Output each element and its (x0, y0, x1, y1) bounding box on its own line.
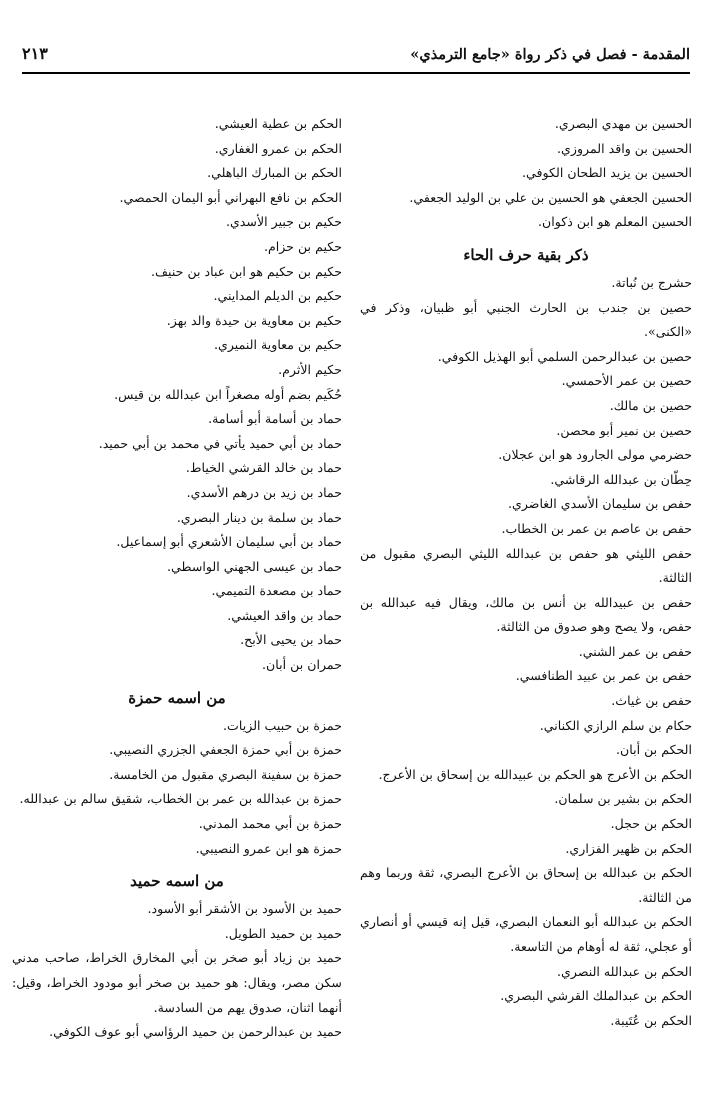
narrator-entry: حمران بن أبان. (262, 657, 342, 673)
narrator-entry: حماد بن أبي حميد يأتي في محمد بن أبي حميد. (98, 435, 342, 451)
narrator-entry: حفص بن عمر بن عبيد الطنافسي. (515, 668, 692, 684)
narrator-entry: الحسين بن واقد المروزي. (557, 140, 692, 156)
narrator-entry: حميد بن الأسود بن الأشقر أبو الأسود. (147, 901, 342, 917)
narrator-entry: حماد بن زيد بن درهم الأسدي. (186, 484, 342, 500)
narrator-entry: حكيم بن حزام. (263, 238, 342, 254)
narrator-entry: الحسين بن مهدي البصري. (554, 116, 692, 131)
section-heading: من اسمه حميد (130, 872, 224, 891)
narrator-entry: الحكم بن عمرو الغفاري. (214, 140, 342, 156)
narrator-entry: حكيم الأثرم. (278, 361, 342, 377)
narrator-entry: حمزة هو ابن عمرو النصيبي. (195, 840, 342, 856)
left-column (12, 112, 342, 1045)
narrator-entry: حماد بن مصعدة التميمي. (211, 583, 342, 599)
narrator-entry: الحكم بن عطية العيشي. (214, 116, 342, 131)
page-header (22, 38, 690, 68)
narrator-entry: حصين بن عبدالرحمن السلمي أبو الهذيل الكوفي. (437, 348, 692, 364)
narrator-entry: الحكم بن عبدالله أبو النعمان البصري، قيل إنه قيسي أو أنصاري أو عجلي، ثقة له أوهام من التاسعة. (360, 914, 692, 954)
narrator-entry: حمزة بن عبدالله بن عمر بن الخطاب، شقيق سالم بن عبدالله. (19, 791, 342, 807)
narrator-entry: حضرمي مولى الجارود هو ابن عجلان. (498, 447, 692, 463)
right-column (360, 112, 692, 1033)
narrator-entry: الحكم بن عبدالله النصري. (557, 963, 692, 979)
narrator-entry: حميد بن حميد الطويل. (224, 925, 342, 941)
narrator-entry: حصين بن نمير أبو محصن. (556, 422, 692, 438)
narrator-entry: الحسين المعلم هو ابن ذكوان. (538, 214, 692, 230)
header-title: المقدمة - فصل في ذكر رواة «جامع الترمذي» (410, 46, 690, 63)
narrator-entry: الحكم بن الأعرج هو الحكم بن عبيدالله بن إسحاق بن الأعرج. (378, 766, 692, 782)
narrator-entry: حماد بن واقد العيشي. (227, 607, 342, 623)
narrator-entry: حماد بن عيسى الجهني الواسطي. (167, 558, 342, 574)
narrator-entry: حمزة بن حبيب الزيات. (223, 717, 342, 733)
narrator-entry: حصين بن عمر الأحمسي. (561, 373, 692, 389)
narrator-entry: حمزة بن أبي حمزة الجعفي الجزري النصيبي. (109, 742, 342, 758)
narrator-entry: الحكم بن عُتَيبة. (610, 1012, 692, 1028)
narrator-entry: الحسين الجعفي هو الحسين بن علي بن الوليد الجعفي. (409, 189, 692, 205)
narrator-entry: حماد بن أبي سليمان الأشعري أبو إسماعيل. (116, 534, 342, 550)
narrator-entry: حكام بن سلم الرازي الكناني. (539, 717, 692, 733)
narrator-entry: حمزة بن أبي محمد المدني. (198, 816, 342, 832)
narrator-entry: حصين بن مالك. (609, 397, 692, 413)
narrator-entry: حفص بن عاصم بن عمر بن الخطاب. (501, 520, 692, 536)
narrator-entry: حكيم بن حكيم هو ابن عباد بن حنيف. (151, 263, 342, 279)
narrator-entry: حماد بن يحيى الأبح. (240, 632, 342, 648)
narrator-entry: الحكم بن حجل. (610, 816, 692, 832)
header-rule (22, 72, 690, 74)
narrator-entry: الحكم بن أبان. (616, 742, 692, 758)
narrator-entry: حماد بن أسامة أبو أسامة. (208, 411, 342, 427)
narrator-entry: حشرج بن نُباتة. (611, 274, 692, 290)
page-number: ٢١٣ (22, 44, 48, 63)
section-heading: ذكر بقية حرف الحاء (463, 245, 589, 264)
narrator-entry: حفص بن غياث. (611, 693, 692, 709)
narrator-entry: حفص بن عمر الشني. (578, 643, 692, 659)
narrator-entry: الحكم بن بشير بن سلمان. (554, 791, 692, 807)
narrator-entry: الحكم بن المبارك الباهلي. (207, 165, 342, 181)
narrator-entry: الحكم بن نافع البهراني أبو اليمان الحمصي. (119, 189, 342, 205)
narrator-entry: حفص بن عبيدالله بن أنس بن مالك، ويقال فيه عبدالله بن حفص، ولا يصح وهو صدوق من الثالثة. (360, 594, 692, 635)
narrator-entry: حكيم بن جبير الأسدي. (225, 214, 342, 230)
narrator-entry: حماد بن خالد القرشي الخياط. (185, 460, 342, 476)
narrator-entry: حميد بن عبدالرحمن بن حميد الرؤاسي أبو عوف الكوفي. (49, 1024, 342, 1040)
narrator-entry: حصين بن جندب بن الحارث الجنبي أبو ظبيان، وذكر في «الكنى». (360, 299, 692, 340)
section-heading: من اسمه حمزة (128, 688, 226, 707)
narrator-entry: حميد بن زياد أبو صخر بن أبي المخارق الخراط، صاحب مدني سكن مصر، ويقال: هو حميد بن صخر أبو مودود الخراط، وقيل: أنهما اثنان، صدوق يهم من السادسة. (12, 950, 342, 1015)
narrator-entry: حكيم بن معاوية النميري. (213, 337, 342, 353)
narrator-entry: حماد بن سلمة بن دينار البصري. (176, 509, 342, 525)
narrator-entry: الحكم بن ظهير الفزاري. (565, 840, 692, 856)
narrator-entry: حفص بن سليمان الأسدي الغاضري. (507, 496, 692, 512)
narrator-entry: حكيم بن الديلم المدايني. (213, 288, 342, 304)
narrator-entry: حمزة بن سفينة البصري مقبول من الخامسة. (109, 766, 342, 782)
narrator-entry: حفص الليثي هو حفص بن عبدالله الليثي البصري مقبول من الثالثة. (360, 545, 692, 586)
narrator-entry: الحسين بن يزيد الطحان الكوفي. (522, 165, 692, 181)
narrator-entry: حِطّان بن عبدالله الرقاشي. (550, 471, 692, 487)
narrator-entry: حُكَيم بضم أوله مصغراً ابن عبدالله بن قيس. (114, 386, 342, 402)
narrator-entry: حكيم بن معاوية بن حيدة والد بهز. (166, 312, 342, 328)
narrator-entry: الحكم بن عبدالله بن إسحاق بن الأعرج البصري، ثقة وربما وهم من الثالثة. (360, 865, 692, 905)
narrator-entry: الحكم بن عبدالملك القرشي البصري. (500, 988, 692, 1004)
